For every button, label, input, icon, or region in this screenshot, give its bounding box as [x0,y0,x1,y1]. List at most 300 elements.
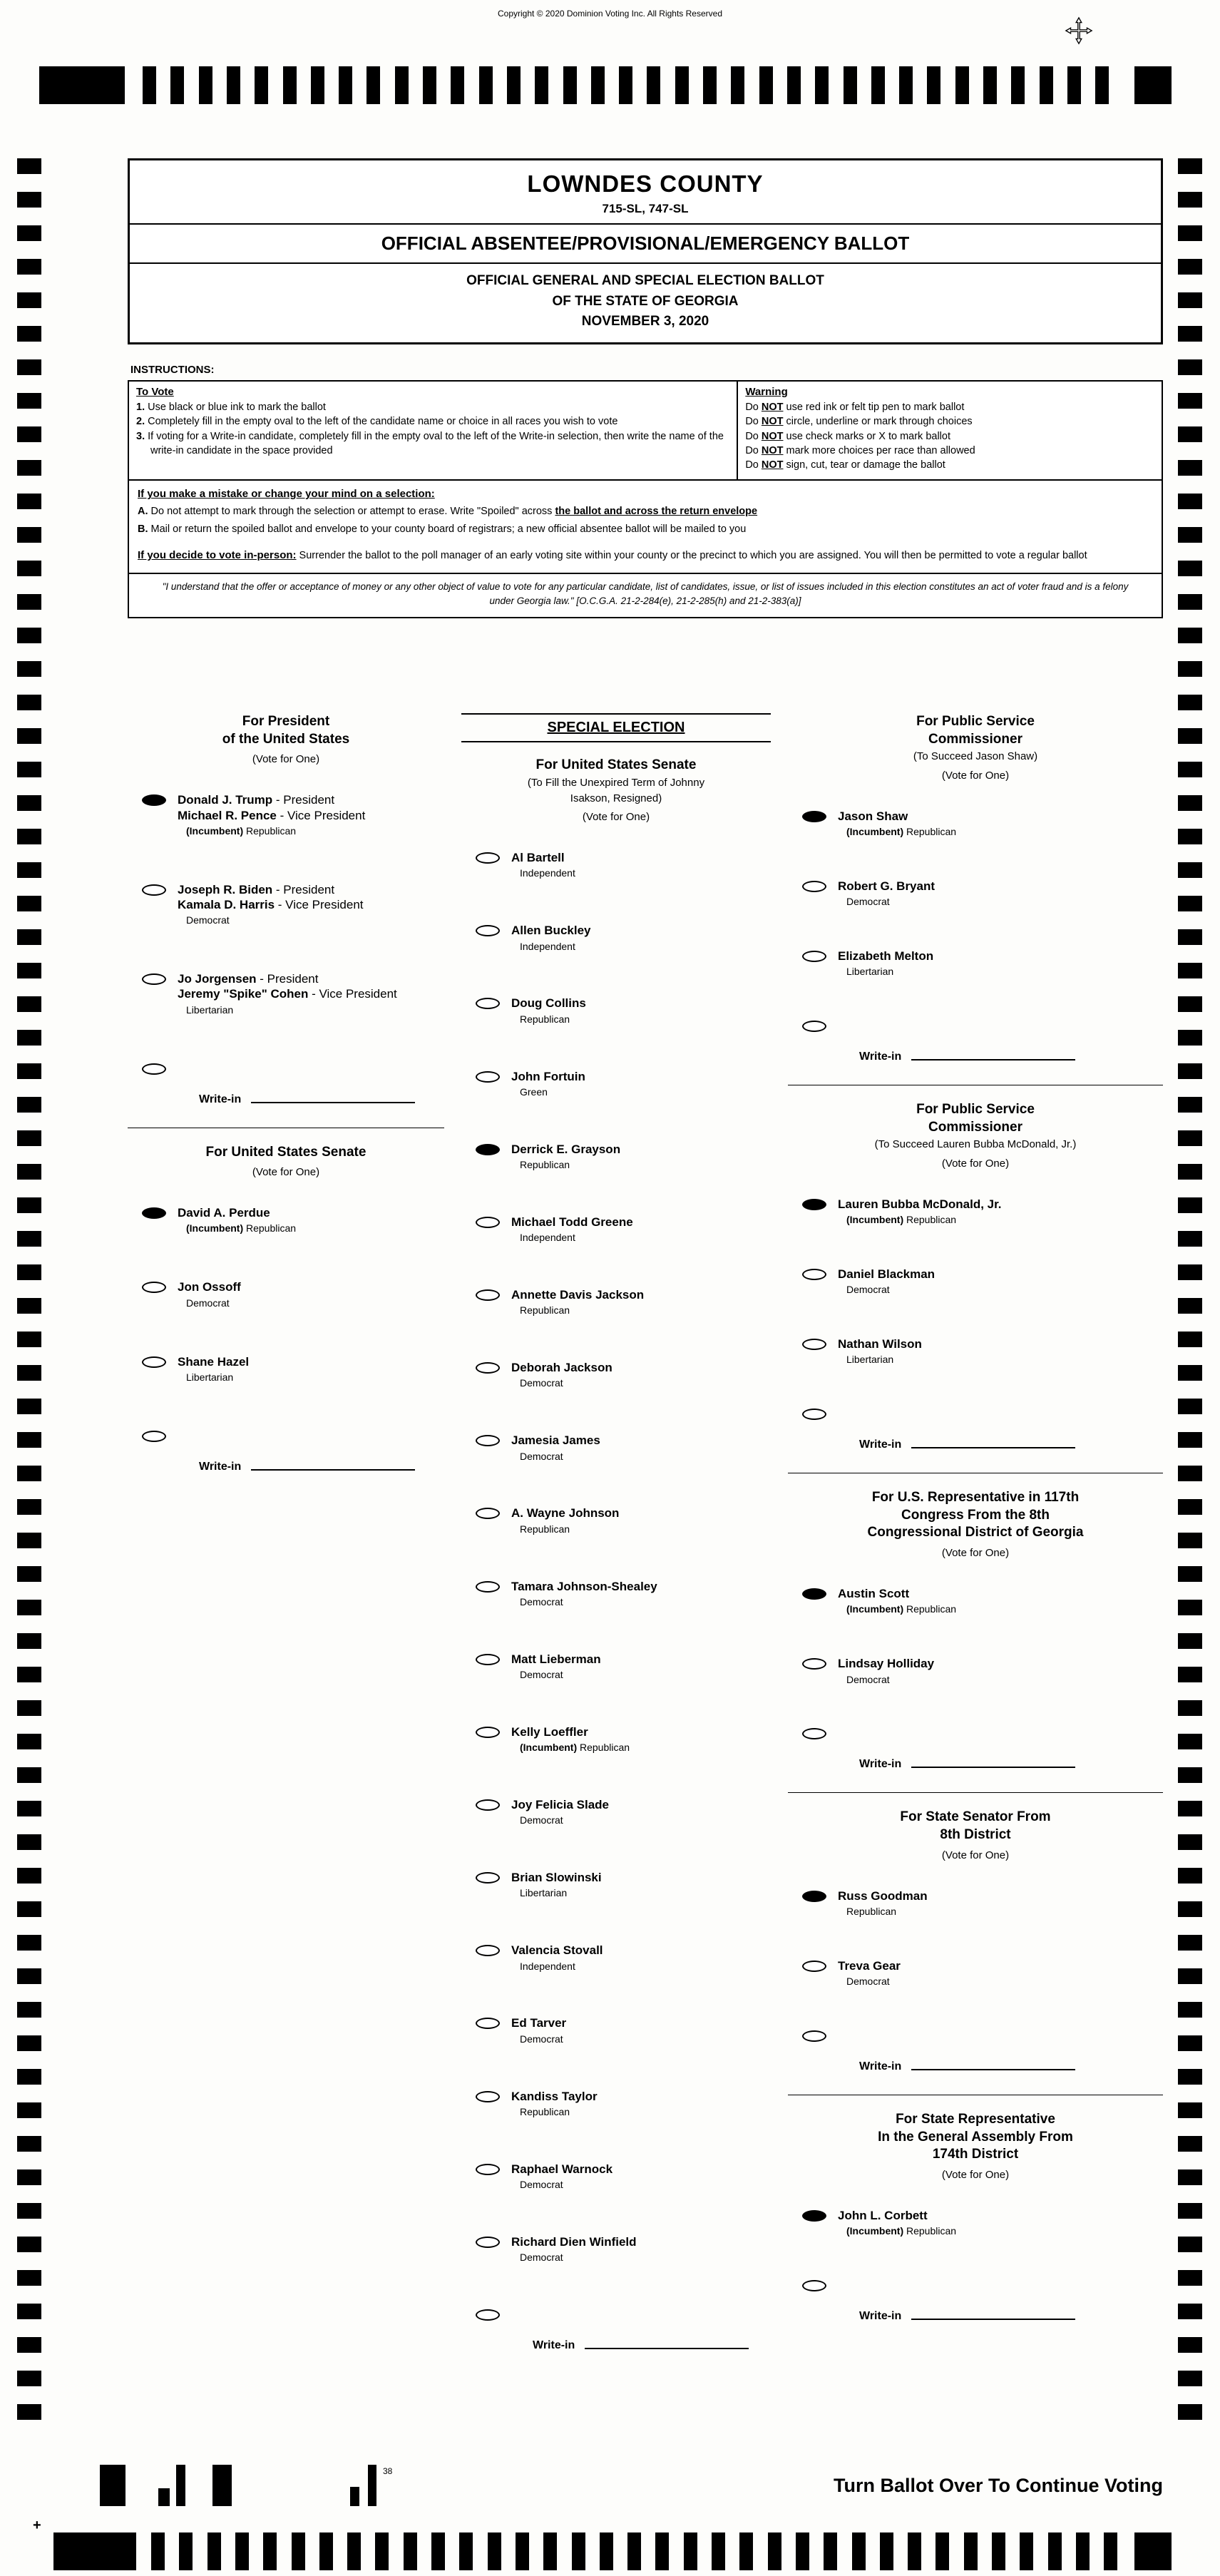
ballot-oval-empty[interactable] [476,2018,500,2029]
timing-mark [1178,963,1202,978]
ballot-oval-empty[interactable] [476,852,500,864]
timing-mark [1178,1868,1202,1884]
ballot-oval-empty[interactable] [802,1339,826,1350]
timing-mark [1178,1767,1202,1783]
timing-mark [311,66,324,104]
timing-mark [17,1767,41,1783]
election-title-line1: OFFICIAL GENERAL AND SPECIAL ELECTION BALLOT [466,273,824,288]
candidate-info [511,1870,602,1900]
candidate-name: Allen Buckley [511,924,591,938]
sheet-code: 38 [383,2466,393,2476]
timing-mark [17,1901,41,1917]
write-in-row [199,1093,440,1106]
candidate-name: Kelly Loeffler [511,1724,588,1739]
contest-title-line: For United States Senate [205,1144,366,1160]
contest-title-line: For State Senator From [900,1809,1051,1825]
write-in-blank[interactable] [251,1466,415,1471]
write-in-blank[interactable] [911,1764,1075,1768]
ballot-oval-empty[interactable] [476,1581,500,1593]
timing-mark [17,1097,41,1113]
ballot-code-mark [158,2488,170,2506]
timing-mark [459,2532,473,2570]
timing-mark [1134,66,1172,104]
candidate-name: Ed Tarver [511,2016,567,2030]
candidate-info [511,850,575,880]
write-in-row [859,2310,1159,2323]
timing-mark [1178,1901,1202,1917]
contest-header [788,1489,1163,1559]
write-in-blank[interactable] [911,2066,1075,2070]
timing-mark [684,2532,697,2570]
candidate-option[interactable] [802,1656,1163,1686]
timing-mark [563,66,577,104]
contest-title-line: For President [242,714,330,729]
ballot-oval-empty[interactable] [142,973,166,985]
ballot-oval-empty[interactable] [476,1289,500,1301]
candidate-party: (Incumbent) Republican [846,1603,957,1615]
contest-title-line: Commissioner [928,731,1022,747]
turn-ballot-over-text: Turn Ballot Over To Continue Voting [834,2475,1163,2496]
timing-mark [1178,1197,1202,1213]
timing-mark [627,2532,641,2570]
ballot-code-mark [350,2487,359,2506]
timing-mark [1178,225,1202,241]
timing-mark [1178,2203,1202,2219]
candidate-name: Deborah Jackson [511,1361,612,1375]
timing-mark [488,2532,501,2570]
to-vote-item: 2. Completely fill in the empty oval to the left of the candidate name or choice in all races you wish to vote [136,416,618,428]
timing-mark [844,66,857,104]
ballot-oval-empty[interactable] [476,998,500,1009]
timing-mark [647,66,660,104]
ballot-oval-empty[interactable] [142,884,166,896]
candidate-name: Al Bartell [511,851,565,865]
timing-mark [17,158,41,174]
candidate-option[interactable] [476,1215,771,1244]
timing-mark [675,66,689,104]
timing-mark [507,66,521,104]
ballot-oval-empty[interactable] [802,1961,826,1972]
timing-mark [1178,1801,1202,1816]
timing-mark [1178,1667,1202,1682]
candidate-name: Richard Dien Winfield [511,2234,637,2249]
candidate-info [838,1336,922,1366]
candidate-option[interactable] [476,1360,771,1390]
ballot-oval-empty[interactable] [476,925,500,936]
timing-mark [17,1633,41,1649]
write-in-blank[interactable] [585,2345,749,2349]
ballot-oval-empty[interactable] [476,1872,500,1884]
contest-subtitle-line: (To Succeed Lauren Bubba McDonald, Jr.) [874,1138,1077,1151]
timing-mark [1178,1332,1202,1347]
timing-mark [731,66,744,104]
timing-mark [1178,2270,1202,2286]
ballot-code-marks [0,2464,499,2510]
timing-mark [17,896,41,911]
ballot-oval-empty[interactable] [802,2280,826,2291]
ballot-oval-filled[interactable] [802,2210,826,2222]
timing-mark [1104,2532,1117,2570]
ballot-oval-empty[interactable] [142,1356,166,1368]
ballot-oval-empty[interactable] [802,1021,826,1032]
ballot-oval-empty[interactable] [802,1269,826,1280]
warning-item: Do NOT circle, underline or mark through choices [745,416,973,428]
candidate-info [838,1958,901,1988]
mistake-item-a-emphasis: the ballot and across the return envelope [555,506,758,518]
timing-mark [796,2532,809,2570]
timing-mark [17,1164,41,1180]
timing-mark [1040,66,1053,104]
write-in-option[interactable] [142,1061,444,1075]
ballot-oval-empty[interactable] [142,1282,166,1293]
timing-mark [927,66,940,104]
timing-mark [1178,494,1202,509]
candidate-option[interactable] [476,1506,771,1535]
timing-mark [423,66,436,104]
vote-for-one-note: (Vote for One) [252,753,320,766]
write-in-option[interactable] [142,1428,444,1442]
write-in-option[interactable] [802,2028,1163,2042]
write-in-label: Write-in [859,2310,902,2323]
timing-mark [935,2532,949,2570]
candidate-info [511,2015,566,2045]
candidate-name: Matt Lieberman [511,1652,601,1666]
candidate-party: Democrat [520,2178,563,2190]
timing-mark [1178,1399,1202,1414]
timing-mark [964,2532,978,2570]
candidate-option[interactable] [476,2162,771,2192]
candidate-option[interactable] [142,882,444,927]
timing-mark [535,66,548,104]
timing-mark [1178,1298,1202,1314]
ballot-oval-empty[interactable] [802,1658,826,1670]
timing-mark [431,2532,445,2570]
write-in-row [199,1461,440,1473]
timing-mark [1178,1734,1202,1749]
timing-mark [1178,661,1202,677]
warning-item: Do NOT mark more choices per race than allowed [745,444,975,456]
in-person-section [129,541,1162,573]
timing-mark [17,2169,41,2185]
candidate-option[interactable] [802,1958,1163,1988]
ballot-oval-empty[interactable] [476,1217,500,1228]
timing-mark [151,2532,165,2570]
contest-divider [788,1792,1163,1793]
registration-mark-icon [1064,16,1094,46]
timing-mark [17,1734,41,1749]
ballot-oval-empty[interactable] [476,1654,500,1665]
ballot-oval-empty[interactable] [802,1728,826,1739]
ballot-oval-filled[interactable] [802,1588,826,1600]
write-in-label: Write-in [199,1093,242,1105]
candidate-option[interactable] [476,1652,771,1682]
candidate-party: Independent [520,1960,575,1972]
timing-mark [17,1365,41,1381]
timing-mark [17,2136,41,2152]
candidate-option[interactable] [476,1433,771,1463]
candidate-info [838,809,956,839]
candidate-party: Democrat [520,1377,563,1389]
candidate-option[interactable] [476,1797,771,1827]
timing-mark [1178,1231,1202,1247]
ballot-oval-filled[interactable] [802,1891,826,1902]
timing-mark [339,66,352,104]
timing-mark [824,2532,837,2570]
candidate-party: Green [520,1085,548,1098]
ballot-oval-filled[interactable] [142,794,166,806]
timing-mark [451,66,464,104]
timing-mark [1178,1566,1202,1582]
candidate-name: Raphael Warnock [511,2162,613,2176]
candidate-option[interactable] [802,809,1163,839]
candidate-option[interactable] [802,2208,1163,2238]
candidate-option[interactable] [476,850,771,880]
timing-mark [17,1231,41,1247]
timing-mark [1178,728,1202,744]
write-in-blank[interactable] [251,1099,415,1103]
write-in-option[interactable] [802,2278,1163,2291]
timing-mark [1178,192,1202,208]
timing-mark [712,2532,725,2570]
candidate-name: John Fortuin [511,1069,585,1083]
mistake-item-a-text: Do not attempt to mark through the selection or attempt to erase. Write "Spoiled" across [148,506,555,518]
candidate-name: Doug Collins [511,996,586,1011]
timing-mark [1178,2404,1202,2420]
timing-mark [17,1432,41,1448]
timing-mark [17,1968,41,1984]
candidate-option[interactable] [476,1870,771,1900]
candidate-option[interactable] [802,1197,1163,1227]
contest-title-line: For Public Service [916,1102,1035,1118]
candidate-option[interactable] [802,1267,1163,1297]
timing-mark [17,259,41,275]
candidate-name: Valencia Stovall [511,1943,603,1958]
timing-mark [600,2532,613,2570]
timing-mark [759,66,773,104]
timing-mark [17,326,41,342]
candidate-option[interactable] [476,923,771,953]
warning-item: Do NOT use red ink or felt tip pen to mark ballot [745,402,965,413]
timing-mark [1178,996,1202,1012]
ballot-oval-filled[interactable] [802,1199,826,1210]
candidate-option[interactable] [802,1586,1163,1616]
candidate-name: Treva Gear [838,1958,901,1973]
candidate-party: Democrat [520,1668,563,1680]
warning-title: Warning [745,386,788,398]
ballot-oval-empty[interactable] [476,2309,500,2321]
ballot-oval-empty[interactable] [476,1071,500,1083]
candidate-name: Annette Davis Jackson [511,1288,645,1302]
candidate-option[interactable] [142,971,444,1016]
ballot-oval-filled[interactable] [802,811,826,822]
timing-mark [1178,2371,1202,2386]
timing-mark [366,66,380,104]
timing-mark [17,2371,41,2386]
write-in-blank[interactable] [911,2316,1075,2320]
candidate-party: Libertarian [186,1003,234,1016]
timing-mark [17,1197,41,1213]
timing-mark [655,2532,669,2570]
timing-mark [17,2102,41,2118]
ballot-oval-empty[interactable] [476,2237,500,2248]
write-in-label: Write-in [859,1438,902,1451]
candidate-option[interactable] [476,2089,771,2119]
to-vote-item: 3. If voting for a Write-in candidate, completely fill in the empty oval to the left of the Write-in selection, then write the name of the write-in candidate in the space provided [136,430,724,456]
candidate-name: Robert G. Bryant [838,879,935,893]
ballot-oval-empty[interactable] [802,881,826,892]
write-in-option[interactable] [802,1406,1163,1420]
candidate-name: Kamala D. Harris - Vice President [178,898,364,912]
candidate-option[interactable] [142,1354,444,1384]
timing-mark [1178,259,1202,275]
candidate-info [511,1069,585,1099]
write-in-label: Write-in [859,2060,902,2073]
contest-title-line: Congressional District of Georgia [867,1525,1084,1540]
candidate-party: Democrat [846,1673,890,1685]
warning-items [745,400,1154,472]
timing-mark [1178,1030,1202,1046]
timing-mark [1178,1264,1202,1280]
timing-mark [17,561,41,576]
timing-mark [983,66,997,104]
candidate-option[interactable] [476,1943,771,1973]
candidate-option[interactable] [476,1724,771,1754]
timing-mark [1178,2337,1202,2353]
contest-title-line: Commissioner [928,1119,1022,1135]
contest-columns [128,713,1163,2373]
timing-mark [199,66,212,104]
candidate-option[interactable] [476,1579,771,1609]
candidate-party: Republican [520,1523,570,1535]
write-in-option[interactable] [802,1018,1163,1032]
ballot-code-mark [212,2465,232,2506]
ballot-oval-empty[interactable] [476,1362,500,1374]
county-name: LOWNDES COUNTY [527,170,764,197]
ballot-code-mark [100,2465,125,2506]
timing-mark [17,2270,41,2286]
ballot-style-code: 715-SL, 747-SL [602,202,689,215]
vote-for-one-note: (Vote for One) [941,1547,1010,1560]
timing-mark [1178,1499,1202,1515]
candidate-info [511,1943,603,1973]
candidate-option[interactable] [142,1205,444,1235]
candidate-option[interactable] [476,2015,771,2045]
contest-subtitle-line: Isakson, Resigned) [570,792,662,804]
timing-mark [899,66,913,104]
candidate-option[interactable] [142,1279,444,1309]
candidate-option[interactable] [476,1069,771,1099]
timing-mark [17,1466,41,1481]
ballot-oval-empty[interactable] [802,1409,826,1420]
timing-mark [955,66,969,104]
timing-mark [1178,594,1202,610]
contest-header [788,1809,1163,1861]
write-in-option[interactable] [476,2307,771,2321]
candidate-name: David A. Perdue [178,1206,270,1220]
timing-mark [143,66,156,104]
ballot-oval-empty[interactable] [476,2091,500,2102]
ballot-oval-filled[interactable] [142,1207,166,1219]
timing-mark [871,66,885,104]
ballot-oval-empty[interactable] [476,1727,500,1738]
candidate-option[interactable] [802,949,1163,978]
candidate-option[interactable] [802,879,1163,909]
candidate-option[interactable] [476,2234,771,2264]
candidate-party: (Incumbent) Republican [186,824,297,837]
candidate-name: Nathan Wilson [838,1336,922,1351]
timing-mark [1178,292,1202,308]
ballot-oval-empty[interactable] [142,1431,166,1442]
ballot-oval-empty[interactable] [476,1508,500,1519]
candidate-party: Libertarian [520,1887,568,1899]
candidate-info [511,2162,612,2192]
ballot-oval-empty[interactable] [142,1063,166,1075]
candidate-info [511,1797,609,1827]
candidate-info [178,882,364,927]
timing-mark [17,1298,41,1314]
timing-mark [1178,2136,1202,2152]
candidate-name: Brian Slowinski [511,1871,602,1885]
mistake-title: If you make a mistake or change your mind on a selection: [138,488,435,501]
timing-mark [17,460,41,476]
candidate-option[interactable] [476,1287,771,1317]
candidate-info [511,1287,644,1317]
candidate-option[interactable] [476,996,771,1026]
candidate-name: Lindsay Holliday [838,1657,935,1671]
write-in-label: Write-in [533,2339,575,2351]
mistake-item-b-label: B. [138,523,148,535]
write-in-blank[interactable] [911,1056,1075,1060]
timing-mark [17,527,41,543]
candidate-option[interactable] [802,1336,1163,1366]
candidate-party: Republican [520,1304,570,1317]
ballot-oval-filled[interactable] [476,1144,500,1155]
ballot-oval-empty[interactable] [476,1435,500,1446]
timing-mark [17,1030,41,1046]
timing-mark [17,1533,41,1548]
timing-mark [17,762,41,777]
candidate-option[interactable] [142,792,444,837]
timing-mark [1178,460,1202,476]
ballot-oval-empty[interactable] [476,2164,500,2175]
contest-title-line: 174th District [932,2147,1019,2162]
candidate-option[interactable] [476,1142,771,1172]
timing-mark [17,2237,41,2252]
ballot-oval-empty[interactable] [476,1945,500,1956]
contest-title-line: Congress From the 8th [901,1507,1050,1523]
timing-mark [1178,1432,1202,1448]
candidate-party: Democrat [520,1450,563,1462]
candidate-info [511,996,586,1026]
write-in-option[interactable] [802,1726,1163,1739]
write-in-label: Write-in [859,1051,902,1063]
ballot-oval-empty[interactable] [802,2030,826,2042]
candidate-name: Shane Hazel [178,1354,250,1369]
candidate-option[interactable] [802,1888,1163,1918]
ballot-code-mark [176,2465,185,2506]
timing-mark [17,628,41,643]
timing-mark [703,66,717,104]
ballot-oval-empty[interactable] [476,1799,500,1811]
write-in-blank[interactable] [911,1444,1075,1448]
timing-mark [1178,2169,1202,2185]
ballot-oval-empty[interactable] [802,951,826,962]
warning-item: Do NOT use check marks or X to mark ballot [745,430,950,442]
candidate-party: (Incumbent) Republican [846,2225,957,2237]
candidate-name: Lauren Bubba McDonald, Jr. [838,1197,1002,1211]
candidate-party: Republican [520,2105,570,2117]
candidate-party: Libertarian [846,1354,894,1366]
